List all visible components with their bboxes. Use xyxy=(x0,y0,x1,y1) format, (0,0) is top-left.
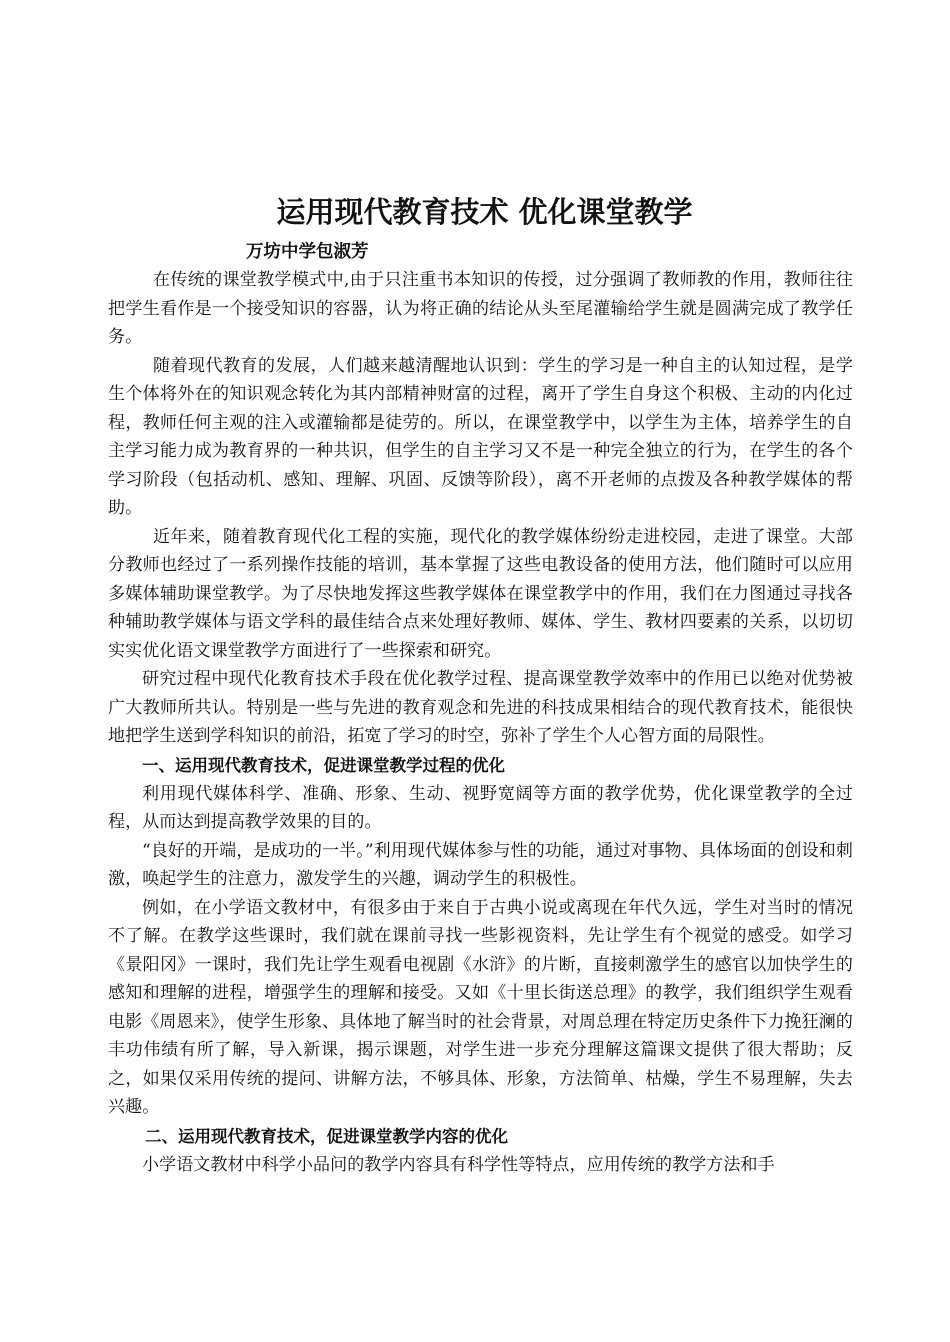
paragraph: 小学语文教材中科学小品问的教学内容具有科学性等特点，应用传统的教学方法和手 xyxy=(142,1154,775,1175)
document-title: 运用现代教育技术 优化课堂教学 xyxy=(276,195,693,229)
paragraph: 在传统的课堂教学模式中,由于只注重书本知识的传授，过分强调了教师教的作用，教师往往把学生看作是一个接受知识的容器，认为将正确的结论从头至尾灌输给学生就是圆满完成了教学任务。 xyxy=(108,270,853,347)
document-page xyxy=(108,190,853,1179)
paragraph: 例如，在小学语文教材中，有很多由于来自于古典小说或离现在年代久远，学生对当时的情况不了解。在教学这些课时，我们就在课前寻找一些影视资料，先让学生有个视觉的感受。如学习《景阳冈》一课时，我们先让学生观看电视剧《水浒》的片断，直接刺激学生的感官以加快学生的感知和理解的进程，增强学生的理解和接受。又如《十里长街送总理》的教学，我们组织学生观看电影《周恩来》，使学生形象、具体地了解当时的社会背景，对周总理在特定历史条件下力挽狂澜的丰功伟绩有所了解，导入新课，揭示课题，对学生进一步充分理解这篇课文提供了很大帮助；反之，如果仅采用传统的提问、讲解方法，不够具体、形象，方法简单、枯燥，学生不易理解，失去兴趣。 xyxy=(108,897,853,1117)
paragraph: 研究过程中现代化教育技术手段在优化教学过程、提高课堂教学效率中的作用已以绝对优势被广大教师所共认。特别是一些与先进的教育观念和先进的科技成果相结合的现代教育技术，能很快地把学生送到学科知识的前沿，拓宽了学习的时空，弥补了学生个人心智方面的局限性。 xyxy=(108,669,853,746)
paragraph: 近年来，随着教育现代化工程的实施，现代化的教学媒体纷纷走进校园，走进了课堂。大部分教师也经过了一系列操作技能的培训，基本掌握了这些电教设备的使用方法，他们随时可以应用多媒体辅助课堂教学。为了尽快地发挥这些教学媒体在课堂教学中的作用，我们在力图通过寻找各种辅助教学媒体与语文学科的最佳结合点来处理好教师、媒体、学生、教材四要素的关系，以切切实实优化语文课堂教学方面进行了一些探索和研究。 xyxy=(108,526,853,661)
document-author: 万坊中学包淑芳 xyxy=(246,242,369,262)
paragraph: 随着现代教育的发展，人们越来越清醒地认识到：学生的学习是一种自主的认知过程，是学生个体将外在的知识观念转化为其内部精神财富的过程，离开了学生自身这个积极、主动的内化过程，教师任何主观的注入或灌输都是徒劳的。所以，在课堂教学中，以学生为主体，培养学生的自主学习能力成为教育界的一种共识，但学生的自主学习又不是一种完全独立的行为，在学生的各个学习阶段（包括动机、感知、理解、巩固、反馈等阶段），离不开老师的点拨及各种教学媒体的帮助。 xyxy=(108,355,853,518)
section-heading-1: 一、运用现代教育技术，促进课堂教学过程的优化 xyxy=(142,755,505,775)
paragraph: 利用现代媒体科学、准确、形象、生动、视野宽阔等方面的教学优势，优化课堂教学的全过程，从而达到提高教学效果的目的。 xyxy=(108,783,853,832)
paragraph: “良好的开端，是成功的一半。”利用现代媒体参与性的功能，通过对事物、具体场面的创设和刺激，唤起学生的注意力，激发学生的兴趣，调动学生的积极性。 xyxy=(108,840,853,889)
section-heading-2: 二、运用现代教育技术，促进课堂教学内容的优化 xyxy=(145,1126,508,1146)
